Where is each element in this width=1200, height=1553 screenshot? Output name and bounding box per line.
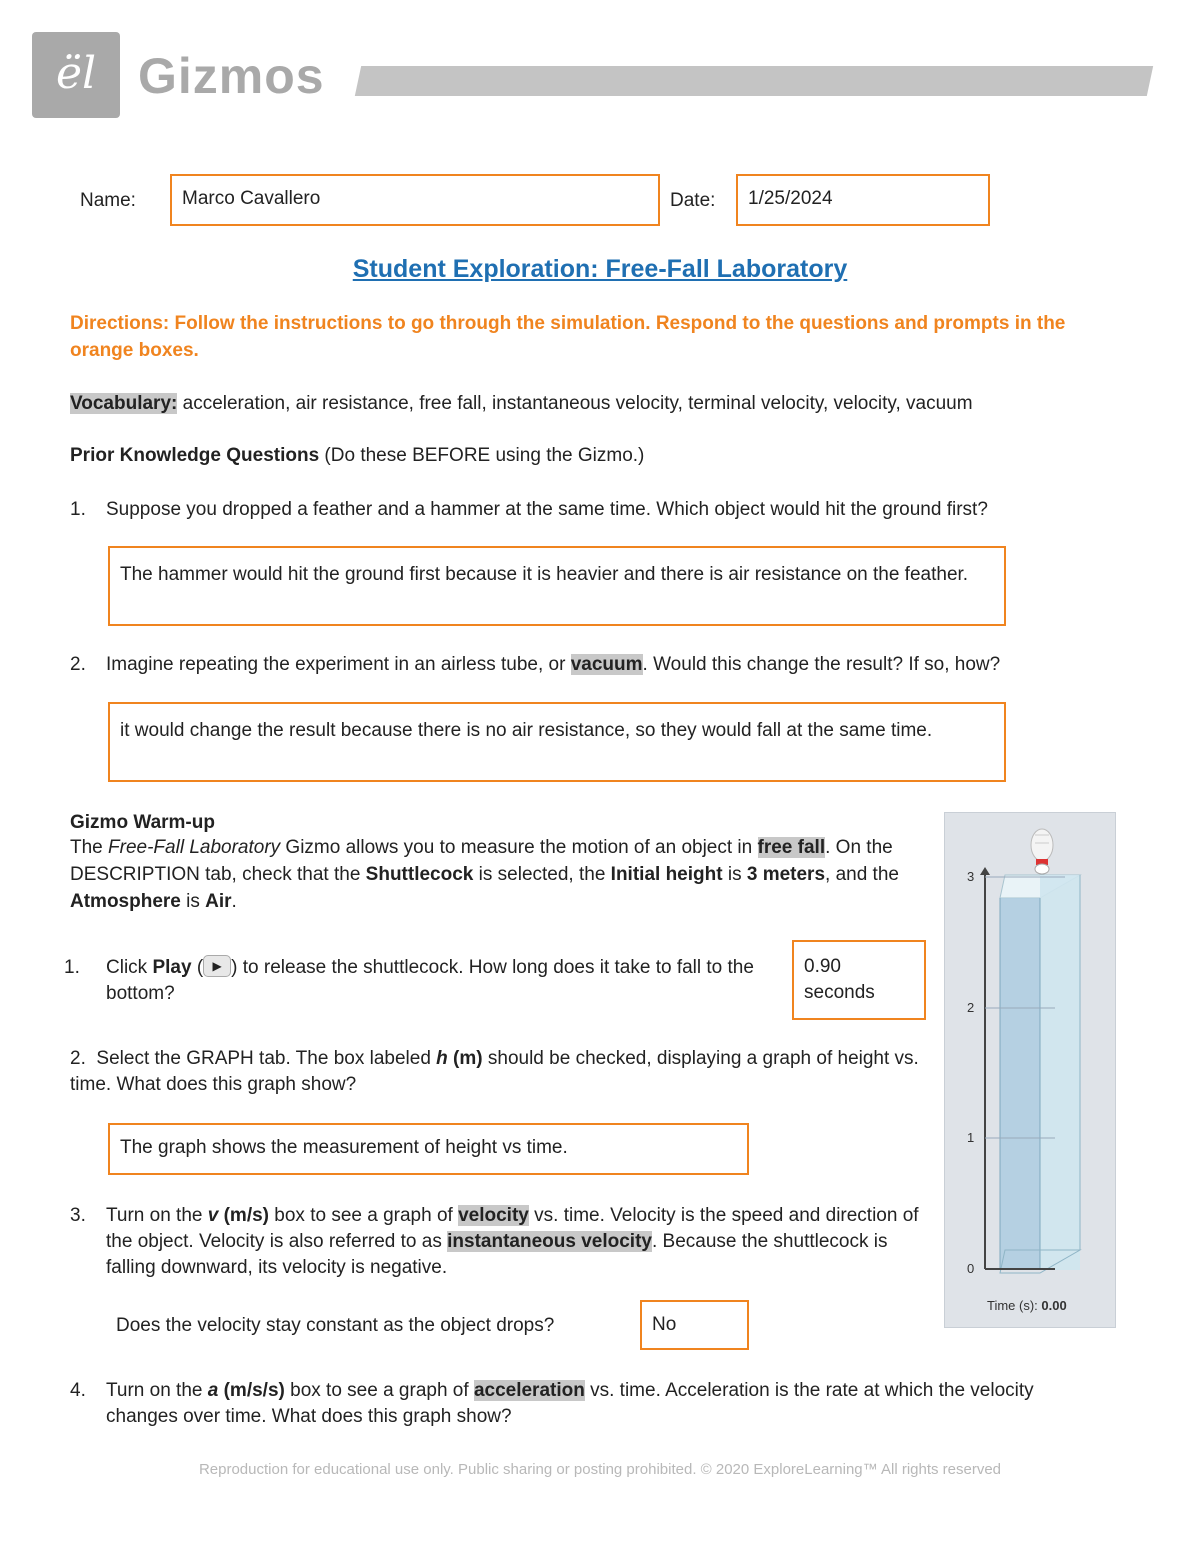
q-text: Turn on the [106, 1380, 208, 1401]
q-text: Turn on the [106, 1205, 208, 1226]
vocabulary-label: Vocabulary: [70, 393, 178, 414]
q-text: Click [106, 957, 153, 978]
warmup-question-4 [106, 1378, 1106, 1430]
q-text: ) to release the shuttlecock. How long does it take to fall to the bottom? [106, 957, 754, 1004]
explorelearning-logo [32, 32, 120, 118]
warmup-question-3 [106, 1203, 926, 1281]
header-bar [355, 66, 1153, 96]
question-number: 2. [70, 654, 86, 675]
page-title: Student Exploration: Free-Fall Laboratory [352, 255, 848, 283]
q-text: Select the GRAPH tab. The box labeled [96, 1048, 437, 1069]
name-label: Name: [80, 190, 136, 211]
warmup-question-3-sub: Does the velocity stay constant as the object drops? [116, 1315, 555, 1336]
answer-w2: The graph shows the measurement of height vs time. [120, 1137, 568, 1158]
intro-text: . On the DESCRIPTION tab, check that the [70, 837, 893, 885]
warmup-question-2 [70, 1046, 930, 1098]
q-bold: (m/s) [218, 1205, 270, 1226]
vocabulary-list: acceleration, air resistance, free fall, instantaneous velocity, terminal velocity, velocity, vacuum [177, 393, 973, 414]
intro-bold: Shuttlecock [365, 864, 474, 885]
vocab-term-acceleration: acceleration [473, 1380, 585, 1401]
q-bold: (m/s/s) [218, 1380, 285, 1401]
gizmo-name: Free-Fall Laboratory [108, 837, 281, 858]
answer-w3: No [652, 1314, 677, 1335]
logo-mark: ël [55, 48, 97, 99]
intro-text: is [180, 891, 206, 912]
answer-2: it would change the result because there is no air resistance, so they would fall at the same time. [120, 720, 933, 741]
question-number: 3. [70, 1205, 86, 1226]
tick-label: 1 [967, 1130, 975, 1145]
q-bold-italic: h [436, 1048, 448, 1069]
vocab-term-free-fall: free fall [757, 837, 826, 858]
intro-bold: Air [205, 891, 232, 912]
tick-label: 3 [967, 869, 975, 884]
gizmo-simulation-screenshot [944, 812, 1116, 1328]
question-1-text: Suppose you dropped a feather and a hammer at the same time. Which object would hit the ground first? [106, 499, 988, 520]
date-value: 1/25/2024 [748, 188, 833, 209]
name-value: Marco Cavallero [182, 188, 321, 209]
intro-bold: Initial height [610, 864, 723, 885]
question-number: 2. [70, 1048, 86, 1069]
intro-text: The [70, 837, 109, 858]
intro-text: Gizmo allows you to measure the motion of an object in [280, 837, 758, 858]
drop-tube-illustration [945, 813, 1115, 1327]
warmup-intro [70, 834, 932, 915]
time-value: 0.00 [1041, 1298, 1067, 1313]
q-bold: (m) [447, 1048, 483, 1069]
prior-knowledge-note: (Do these BEFORE using the Gizmo.) [319, 445, 645, 466]
vocab-term-vacuum: vacuum [570, 654, 643, 675]
intro-bold: 3 meters [746, 864, 826, 885]
play-icon: ▶ [203, 955, 231, 977]
q-bold-italic: a [207, 1380, 219, 1401]
intro-text: , and the [825, 864, 899, 885]
q-text: should be checked, displaying a graph of height vs. time. What does this graph show? [70, 1048, 919, 1095]
name-field[interactable] [170, 174, 660, 226]
q-text: . Because the shuttlecock is falling downward, its velocity is negative. [106, 1231, 888, 1278]
intro-text: is [722, 864, 747, 885]
answer-box-w3[interactable] [640, 1300, 749, 1350]
vocabulary [70, 391, 1130, 417]
answer-box-w1[interactable] [792, 940, 926, 1020]
time-label: Time (s): [987, 1298, 1042, 1313]
question-2-text [106, 652, 1146, 678]
tick-label: 0 [967, 1261, 975, 1276]
time-readout [987, 1298, 1067, 1313]
date-label: Date: [670, 190, 716, 211]
q-text: box to see a graph of [284, 1380, 474, 1401]
answer-box-w2[interactable] [108, 1123, 749, 1175]
vocab-term-instantaneous-velocity: instantaneous velocity [447, 1231, 652, 1252]
q-bold-italic: v [207, 1205, 219, 1226]
date-field[interactable] [736, 174, 990, 226]
answer-box-2[interactable] [108, 702, 1006, 782]
question-number: 4. [70, 1380, 86, 1401]
warmup-heading: Gizmo Warm-up [70, 812, 215, 833]
q-bold: Play [152, 957, 192, 978]
q-text: vs. time. Velocity is the speed and direction of the object. Velocity is also referred to as [106, 1205, 919, 1252]
answer-box-1[interactable] [108, 546, 1006, 626]
prior-knowledge-heading: Prior Knowledge Questions [70, 445, 320, 466]
intro-text: is selected, the [473, 864, 611, 885]
q-text: vs. time. Acceleration is the rate at which the velocity changes over time. What does this graph show? [106, 1380, 1034, 1427]
brand-name: Gizmos [138, 48, 325, 104]
question-2-post: . Would this change the result? If so, how? [642, 654, 1001, 675]
answer-1: The hammer would hit the ground first because it is heavier and there is air resistance on the feather. [120, 564, 969, 585]
tick-label: 2 [967, 1000, 975, 1015]
q-text: box to see a graph of [269, 1205, 459, 1226]
intro-bold: Atmosphere [70, 891, 181, 912]
footer: Reproduction for educational use only. Public sharing or posting prohibited. © 2020 ExploreLearning™ All rights reserved [198, 1461, 1002, 1478]
q-text: ( [191, 957, 204, 978]
answer-w1: 0.90 seconds [804, 956, 875, 1003]
question-number: 1. [64, 957, 80, 978]
intro-text: . [231, 891, 237, 912]
prior-knowledge-heading-line [70, 443, 1130, 469]
question-2-pre: Imagine repeating the experiment in an airless tube, or [106, 654, 571, 675]
warmup-question-1 [106, 955, 786, 1007]
directions: Directions: Follow the instructions to go through the simulation. Respond to the questions and prompts in the orange boxes. [70, 313, 1066, 361]
question-number: 1. [70, 499, 86, 520]
vocab-term-velocity: velocity [458, 1205, 529, 1226]
